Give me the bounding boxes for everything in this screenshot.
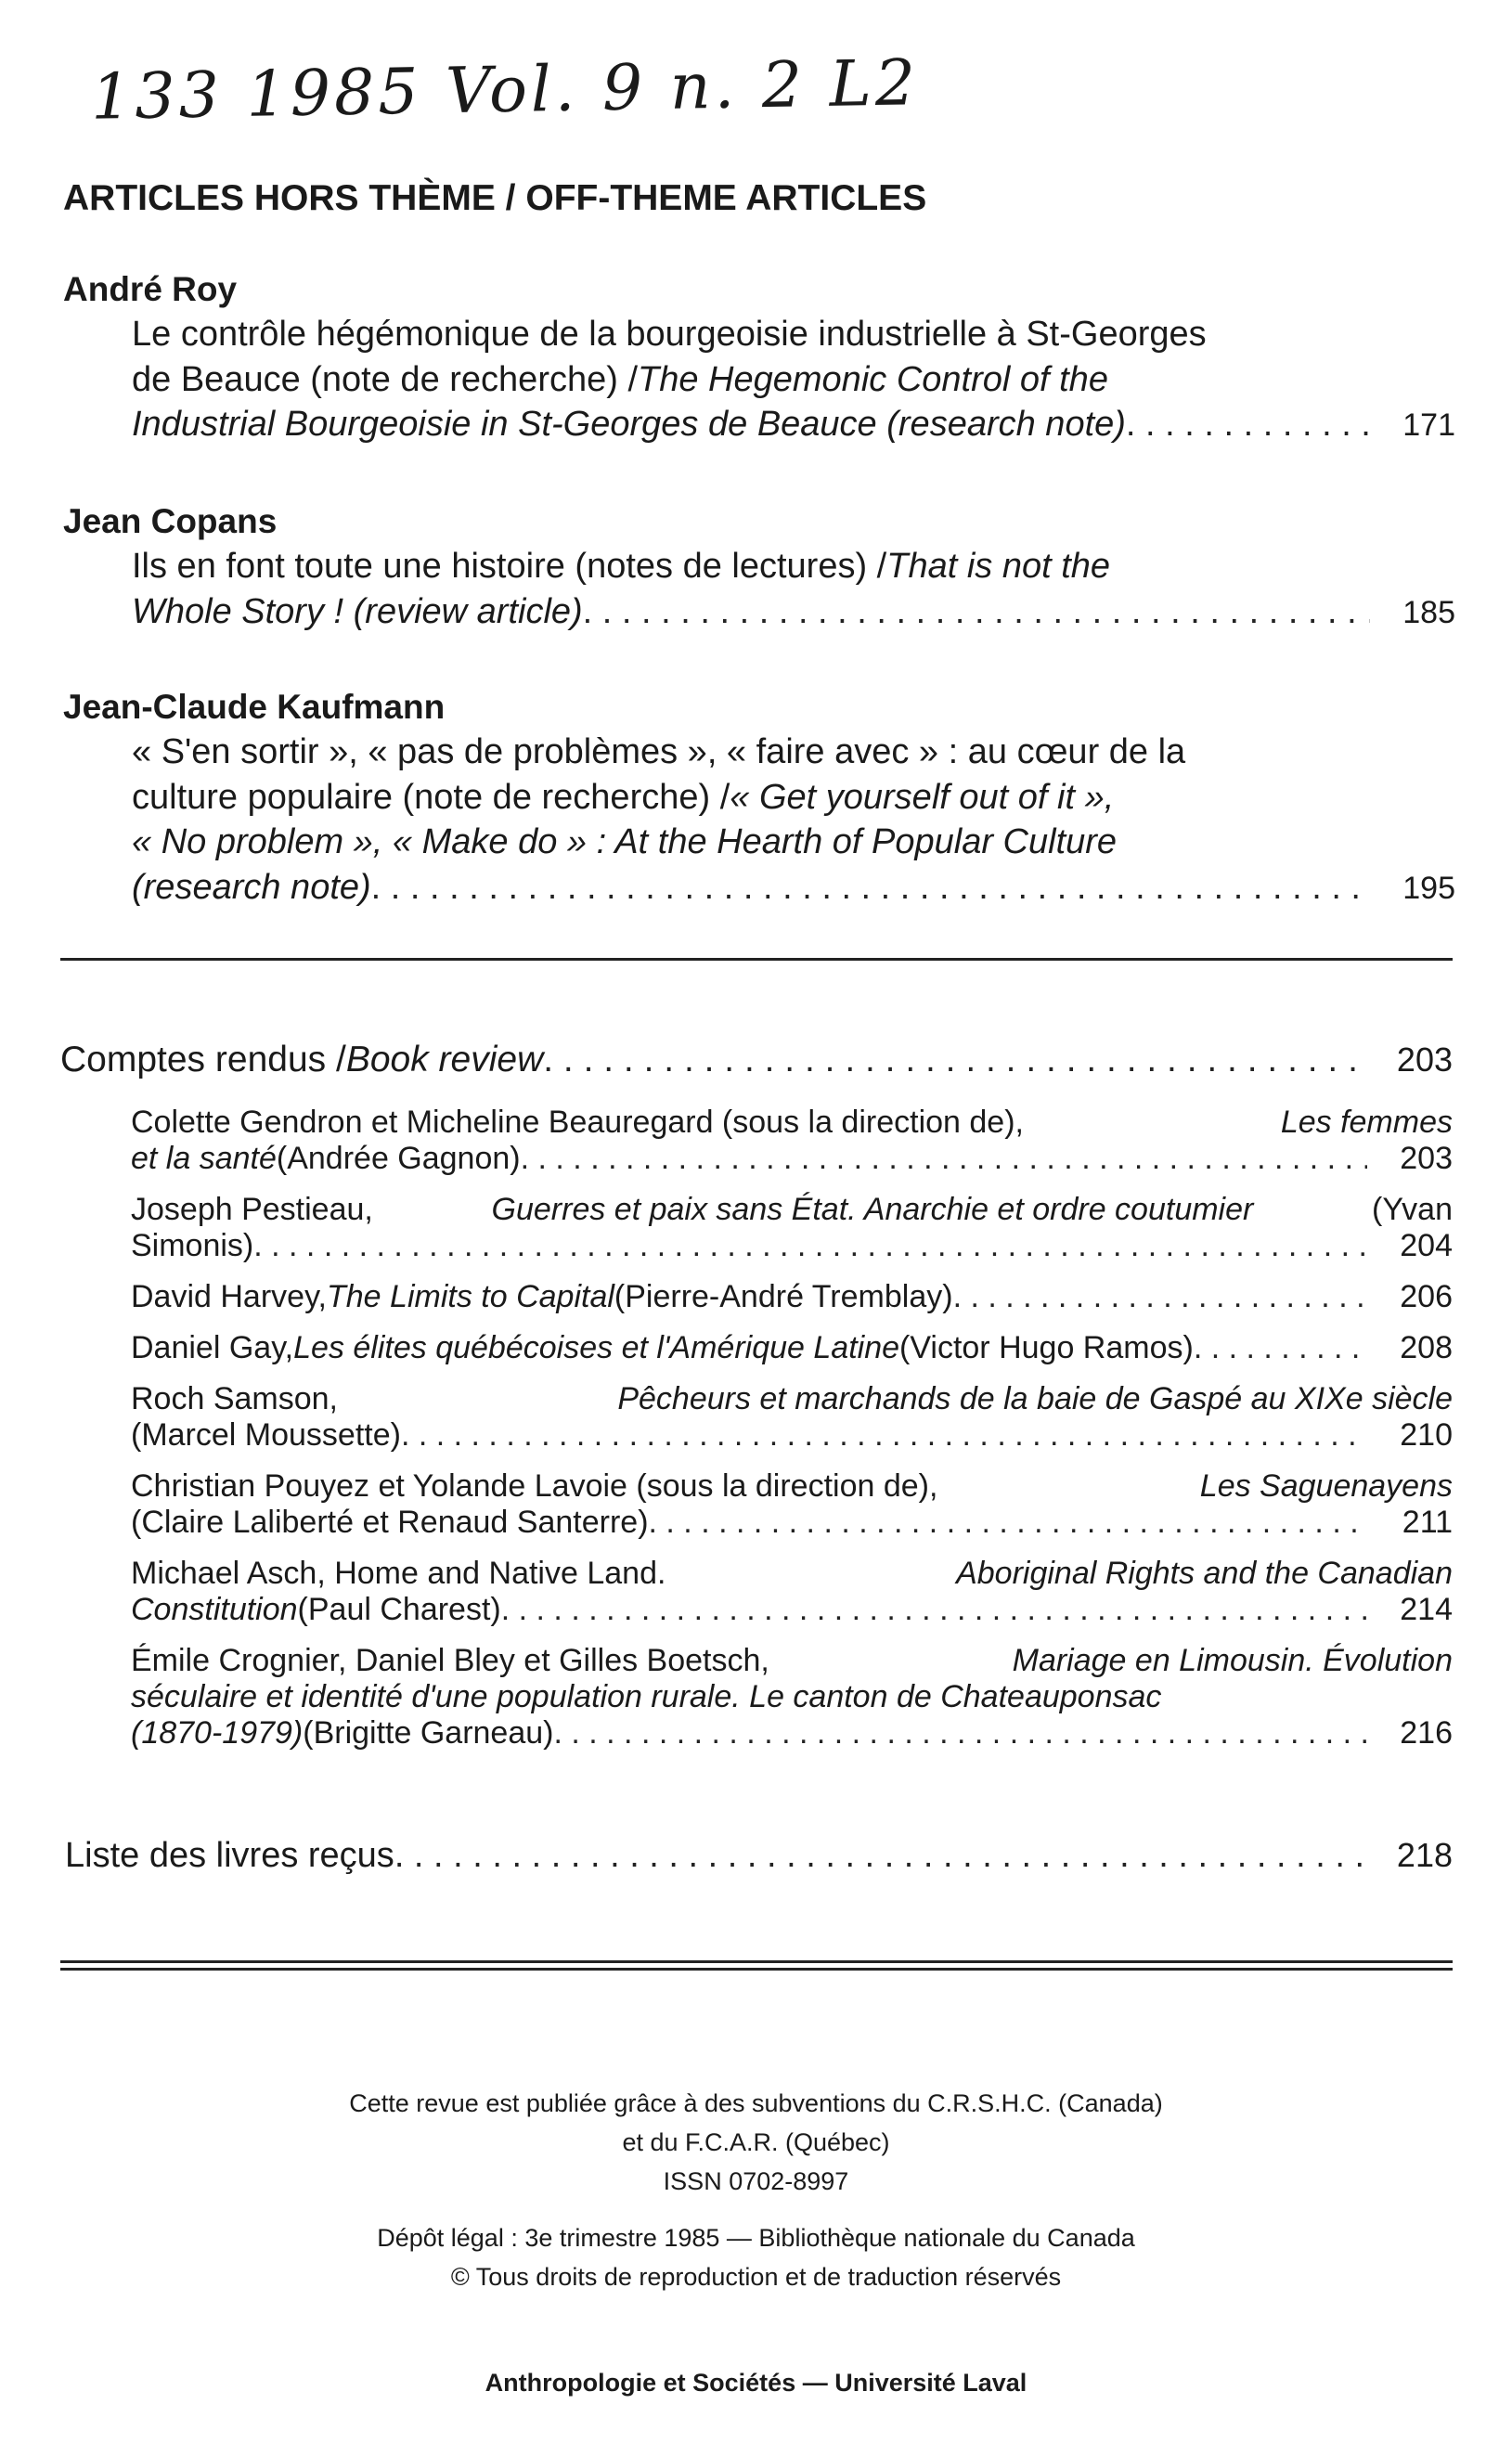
- page-number: 216: [1400, 1715, 1453, 1751]
- footer-line: et du F.C.A.R. (Québec): [622, 2128, 890, 2156]
- article-author: Jean-Claude Kaufmann: [63, 688, 446, 726]
- footer-line: Cette revue est publiée grâce à des subventions du C.R.S.H.C. (Canada): [349, 2089, 1163, 2117]
- article-entry: [63, 685, 1455, 911]
- article-title-line: Le contrôle hégémonique de la bourgeoisie industrielle à St-Georges: [132, 315, 1207, 354]
- article-entry: [63, 267, 1455, 448]
- footer-line: ISSN 0702-8997: [663, 2167, 849, 2195]
- page-number: 211: [1402, 1505, 1453, 1540]
- handwritten-note: 133 1985 Vol. 9 n. 2 L2: [90, 46, 920, 135]
- leader-dots: [553, 1715, 1367, 1751]
- article-title-line: (research note) . . . 195: [132, 865, 1455, 911]
- publisher-line: Anthropologie et Sociétés — Université Laval: [485, 2369, 1027, 2397]
- section-title: ARTICLES HORS THÈME / OFF-THEME ARTICLES: [63, 178, 927, 218]
- review-list: [131, 1105, 1453, 1766]
- leader-dots: [1126, 402, 1370, 447]
- page-number: 195: [1402, 870, 1455, 906]
- article-title-line: « S'en sortir », « pas de problèmes », « faire avec » : au cœur de la: [132, 732, 1186, 771]
- leader-dots: [649, 1505, 1367, 1541]
- divider: [60, 958, 1453, 961]
- article-author: André Roy: [63, 270, 238, 308]
- leader-dots: [521, 1141, 1367, 1177]
- footer-line: Dépôt légal : 3e trimestre 1985 — Bibliothèque nationale du Canada: [377, 2224, 1135, 2252]
- review-item: David Harvey, The Limits to Capital (Pierre-André Tremblay) . . . 206: [131, 1279, 1453, 1315]
- leader-dots: [401, 1417, 1367, 1454]
- article-entry: [63, 499, 1455, 635]
- review-item: Émile Crognier, Daniel Bley et Gilles Boetsch, Mariage en Limousin. Évolution séculaire et identité d'une population rurale. Le canton de Chateauponsac (1870-1979) (Brigitte Garneau) . . . 216: [131, 1643, 1453, 1751]
- leader-dots: [1194, 1330, 1367, 1366]
- review-item: Daniel Gay, Les élites québécoises et l'Amérique Latine (Victor Hugo Ramos) . . . 208: [131, 1330, 1453, 1366]
- article-title-line: Industrial Bourgeoisie in St-Georges de Beauce (research note) . . . 171: [132, 402, 1455, 448]
- page-number: 204: [1400, 1228, 1453, 1263]
- article-title-line: Whole Story ! (review article) . . . 185: [132, 589, 1455, 636]
- footer-notice: [0, 2084, 1512, 2201]
- page-number: 210: [1400, 1417, 1453, 1453]
- page-number: 203: [1396, 1041, 1453, 1079]
- review-item: Roch Samson, Pêcheurs et marchands de la baie de Gaspé au XIXe siècle (Marcel Moussette) . . . 210: [131, 1381, 1453, 1454]
- leader-dots: [501, 1592, 1367, 1628]
- double-divider: [60, 1960, 1453, 1971]
- page-number: 218: [1396, 1836, 1453, 1874]
- leader-dots: [253, 1228, 1367, 1264]
- leader-dots: [371, 865, 1370, 911]
- leader-dots: [953, 1279, 1367, 1315]
- leader-dots: [583, 589, 1370, 635]
- book-review-heading: Comptes rendus / Book review . . . 203: [60, 1040, 1453, 1080]
- leader-dots: [394, 1836, 1367, 1876]
- review-item: Christian Pouyez et Yolande Lavoie (sous la direction de), Les Saguenayens (Claire Laliberté et Renaud Santerre) . . . 211: [131, 1468, 1453, 1541]
- article-author: Jean Copans: [63, 502, 278, 540]
- page-number: 208: [1400, 1330, 1453, 1365]
- footer-line: © Tous droits de reproduction et de traduction réservés: [450, 2263, 1062, 2291]
- books-received-entry: Liste des livres reçus . . . 218: [65, 1836, 1453, 1876]
- article-title-line: culture populaire (note de recherche) / « Get yourself out of it »,: [132, 777, 1115, 817]
- review-item: Joseph Pestieau, Guerres et paix sans État. Anarchie et ordre coutumier (Yvan Simonis) . . . 204: [131, 1192, 1453, 1264]
- review-item: Colette Gendron et Micheline Beauregard (sous la direction de), Les femmes et la santé (Andrée Gagnon) . . . 203: [131, 1105, 1453, 1177]
- page-number: 185: [1402, 594, 1455, 630]
- article-title-line: de Beauce (note de recherche) / The Hegemonic Control of the: [132, 359, 1108, 399]
- page-number: 214: [1400, 1592, 1453, 1627]
- article-title-line: « No problem », « Make do » : At the Hearth of Popular Culture: [132, 822, 1118, 861]
- leader-dots: [543, 1040, 1367, 1080]
- article-title-line: Ils en font toute une histoire (notes de lectures) / That is not the: [132, 547, 1111, 586]
- page-number: 206: [1400, 1279, 1453, 1314]
- page-number: 203: [1400, 1141, 1453, 1176]
- page-number: 171: [1402, 407, 1455, 443]
- footer-legal: [0, 2218, 1512, 2296]
- review-item: Michael Asch, Home and Native Land. Aboriginal Rights and the Canadian Constitution (Paul Charest) . . . 214: [131, 1556, 1453, 1628]
